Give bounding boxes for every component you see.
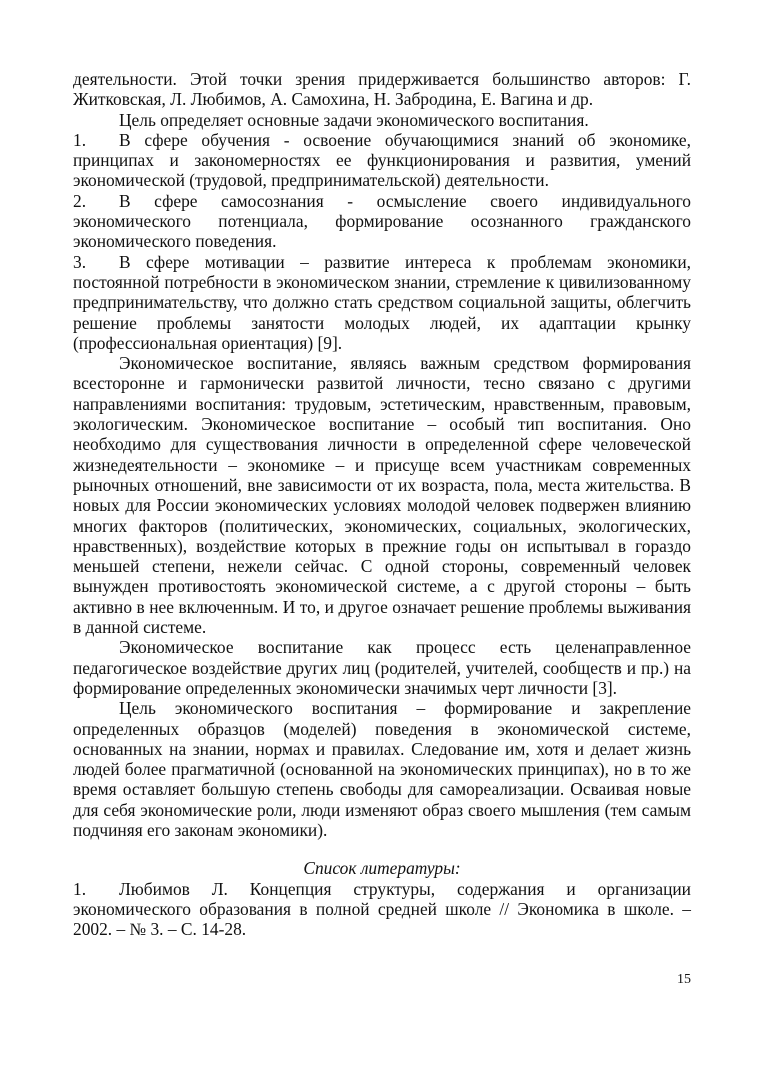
list-text: В сфере обучения - освоение обучающимися знаний об экономике, принципах и закономерностях ее функционирования и развития, умений экономической (трудовой, предпринимательской) деятельности. [73,129,691,191]
reference-number: 1. [73,878,87,899]
paragraph-goals-intro: Цель определяет основные задачи экономического воспитания. [119,109,589,130]
paragraph-goal: Цель экономического воспитания – формирование и закрепление определенных образцов (моделей) поведения в экономической системе, основанных на знании, нормах и правилах. Следование им, хотя и делает жизнь людей более прагматичной (основанной на экономических принципах), но в то же время оставляет большую степень свободы для самореализации. Осваивая новые для себя экономические роли, люди изменяют образ своего мышления (тем самым подчиняя его законам экономики). [73,698,691,840]
list-item-3 [73,252,691,353]
text-body [73,69,691,939]
list-number: 1. [73,129,87,150]
list-text: В сфере самосознания - осмысление своего индивидуального экономического потенциала, формирование осознанного гражданского экономического поведения. [73,190,691,252]
reference-item-1 [73,879,691,940]
list-item-1 [73,130,691,191]
paragraph-process: Экономическое воспитание как процесс есть целенаправленное педагогическое воздействие других лиц (родителей, учителей, сообществ и пр.) на формирование определенных экономически значимых черт личности [3]. [73,637,691,698]
paragraph-economic-education: Экономическое воспитание, являясь важным средством формирования всесторонне и гармонически развитой личности, тесно связано с другими направлениями воспитания: трудовым, эстетическим, нравственным, правовым, экологическим. Экономическое воспитание – особый тип воспитания. Оно необходимо для существования личности в определенной сфере человеческой жизнедеятельности – экономике – и присуще всем участникам современных рыночных отношений, вне зависимости от их возраста, пола, места жительства. В новых для России экономических условиях молодой человек подвержен влиянию многих факторов (политических, экономических, социальных, экологических, нравственных), воздействие которых в прежние годы он испытывал в гораздо меньшей степени, нежели сейчас. С одной стороны, современный человек вынужден противостоять экономической системе, а с другой стороны – быть активно в нее включенным. И то, и другое означает решение проблемы выживания в данной системе. [73,353,691,638]
page-number: 15 [677,972,691,987]
list-text: В сфере мотивации – развитие интереса к проблемам экономики, постоянной потребности в экономическом знании, стремление к цивилизованному предпринимательству, что должно стать средством социальной защиты, облегчить решение проблемы занятости молодых людей, их адаптации крынку (профессиональная ориентация) [9]. [73,251,691,353]
reference-text: Любимов Л. Концепция структуры, содержания и организации экономического образования в полной средней школе // Экономика в школе. – 2002. – № 3. – С. 14-28. [73,878,691,940]
list-number: 3. [73,251,87,272]
list-item-2 [73,191,691,252]
references-title: Список литературы: [303,858,461,879]
list-number: 2. [73,190,87,211]
paragraph-continuation: деятельности. Этой точки зрения придерживается большинство авторов: Г. Житковская, Л. Любимов, А. Самохина, Н. Забродина, Е. Вагина и др. [73,69,691,110]
